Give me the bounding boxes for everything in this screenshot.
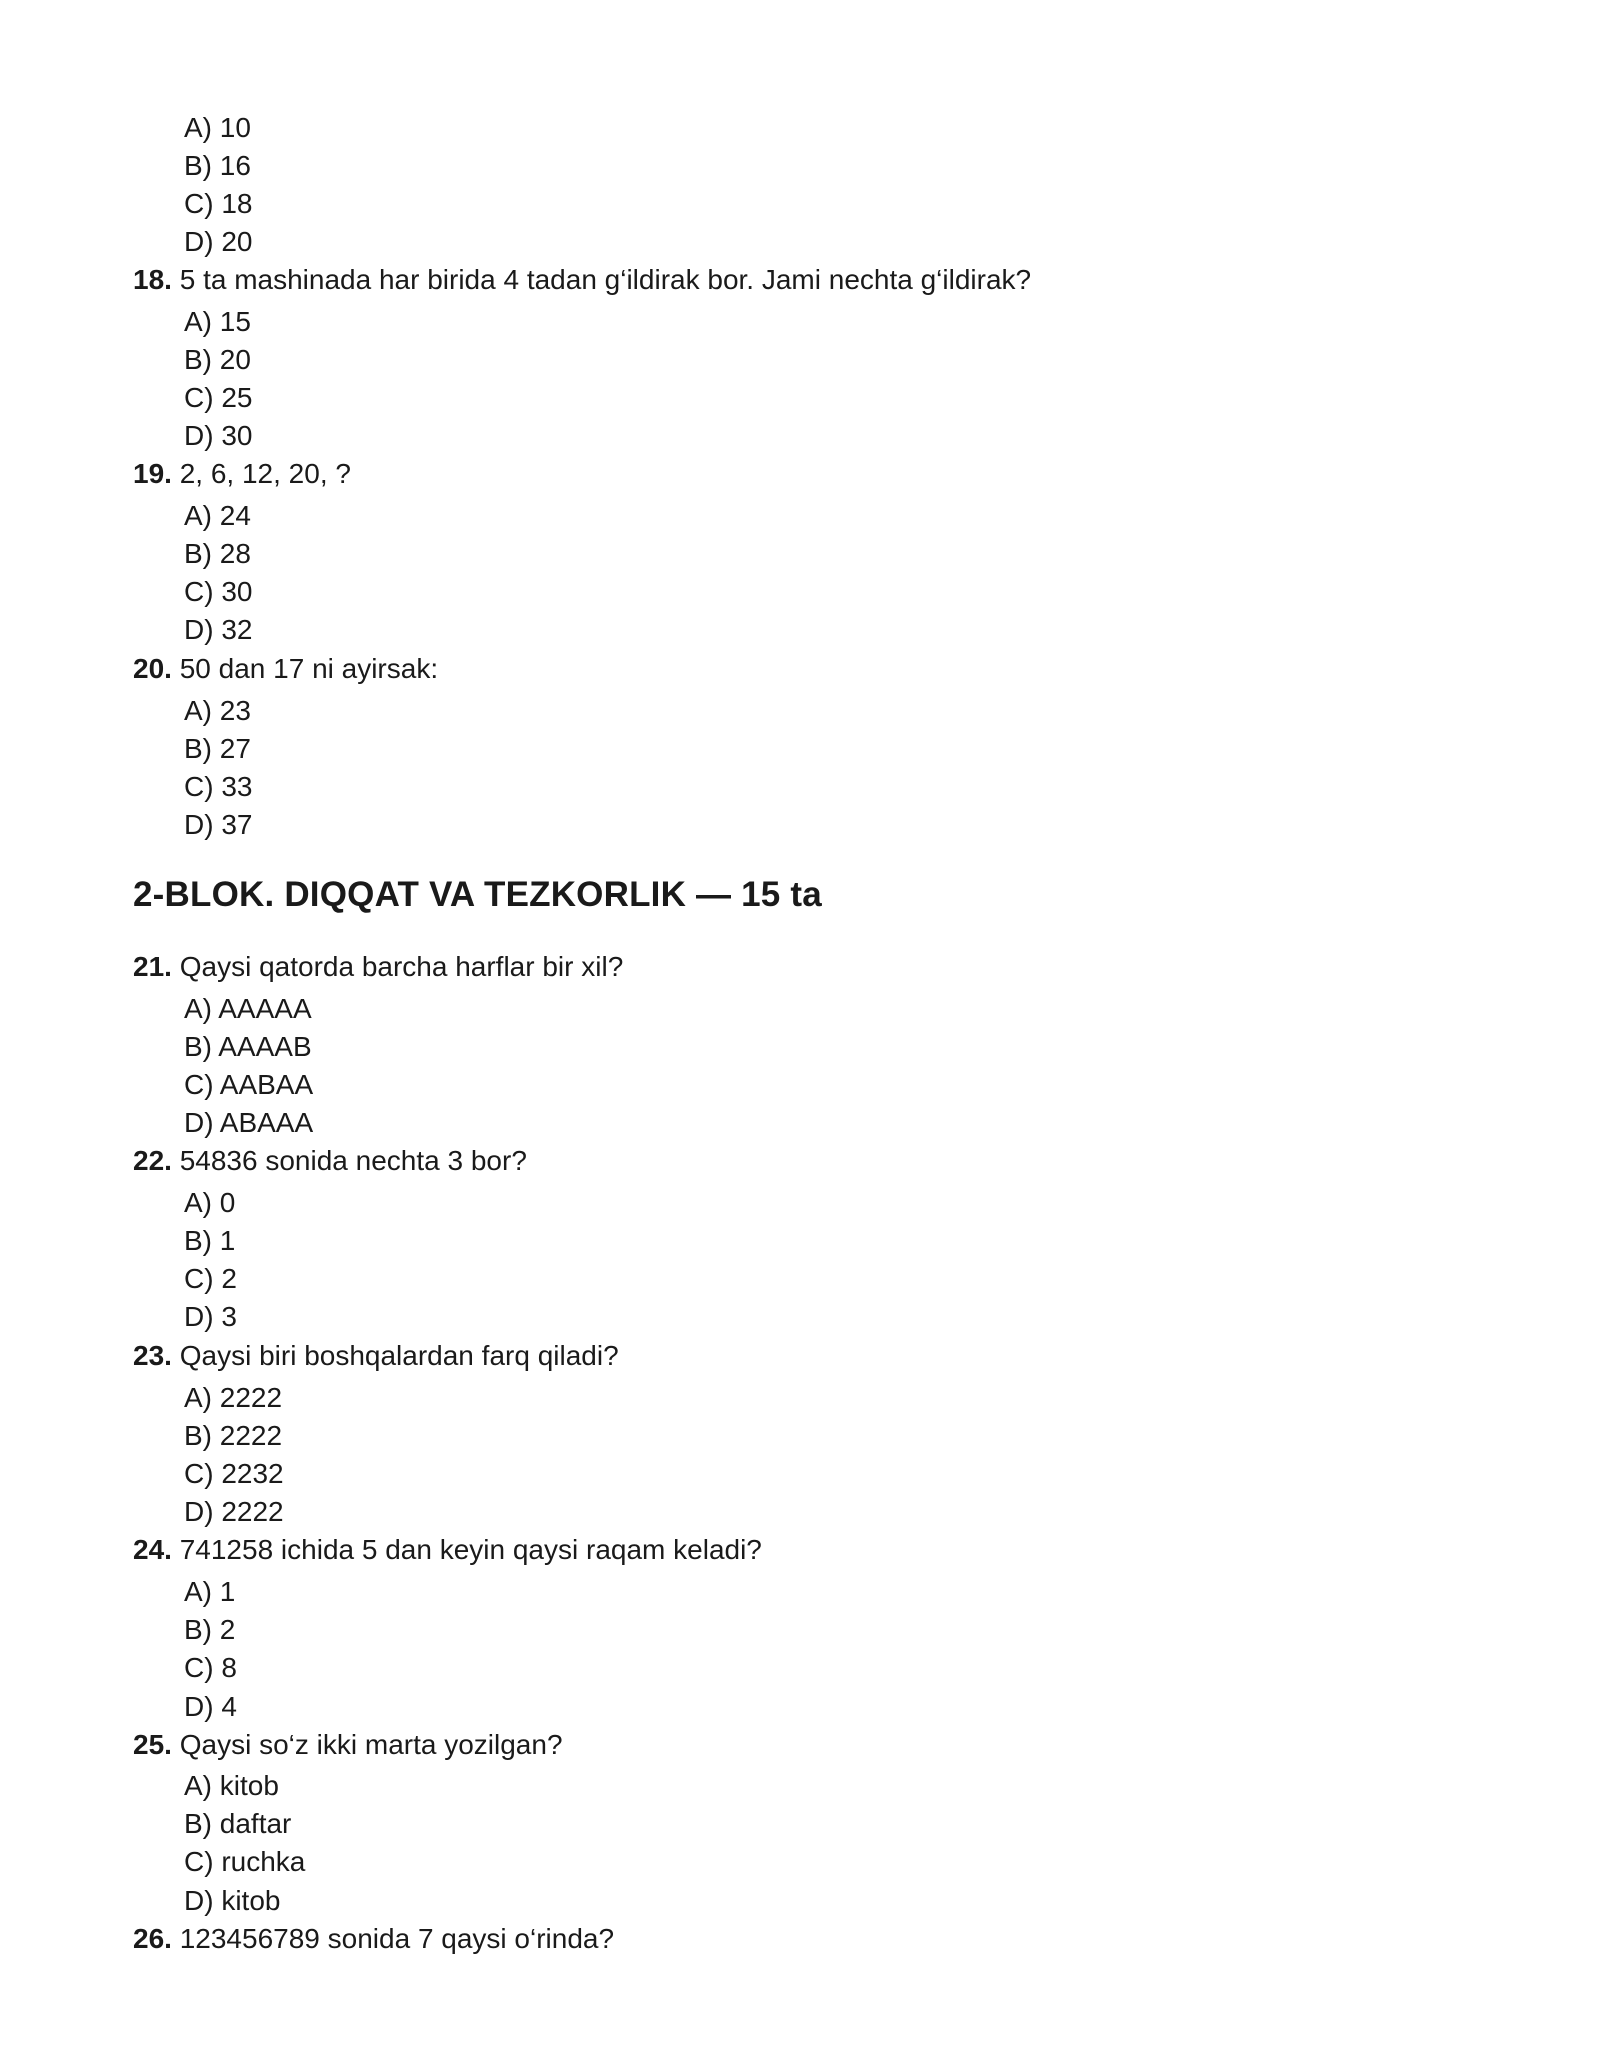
answer-option: A) 1 xyxy=(184,1576,236,1607)
question-number: 22. xyxy=(133,1145,172,1176)
answer-option: B) 28 xyxy=(184,538,251,569)
question-text: 50 dan 17 ni ayirsak: xyxy=(179,653,439,684)
question xyxy=(133,1142,527,1180)
answer-option: D) 4 xyxy=(184,1691,237,1722)
answer-option: B) 20 xyxy=(184,344,251,375)
answer-option: D) ABAAA xyxy=(184,1107,314,1138)
question-spacer xyxy=(172,1340,180,1371)
question-spacer xyxy=(172,458,180,489)
answer-option: B) 2222 xyxy=(184,1420,283,1451)
question-number: 25. xyxy=(133,1729,172,1760)
answer-option: A) AAAAA xyxy=(184,993,312,1024)
answer-option: A) 24 xyxy=(184,500,251,531)
answer-option: C) 2 xyxy=(184,1263,237,1294)
answer-option: C) 8 xyxy=(184,1652,237,1683)
answer-option: D) 20 xyxy=(184,226,253,257)
answer-option: A) 10 xyxy=(184,112,251,143)
section-heading: 2-BLOK. DIQQAT VA TEZKORLIK — 15 ta xyxy=(133,875,822,914)
question-text: Qaysi qatorda barcha harflar bir xil? xyxy=(179,951,624,982)
question xyxy=(133,948,623,986)
question xyxy=(133,1337,619,1375)
question-spacer xyxy=(172,1729,180,1760)
answer-option: C) 33 xyxy=(184,771,253,802)
answer-option: D) 3 xyxy=(184,1301,237,1332)
question-spacer xyxy=(172,1923,180,1954)
question xyxy=(133,1726,563,1764)
answer-option: D) 2222 xyxy=(184,1496,284,1527)
question-text: 2, 6, 12, 20, ? xyxy=(179,458,351,489)
question-spacer xyxy=(172,1145,180,1176)
answer-option: C) 2232 xyxy=(184,1458,284,1489)
answer-option: B) 2 xyxy=(184,1614,236,1645)
answer-option: B) daftar xyxy=(184,1808,292,1839)
question-number: 24. xyxy=(133,1534,172,1565)
question-text: Qaysi so‘z ikki marta yozilgan? xyxy=(179,1729,563,1760)
question xyxy=(133,650,438,688)
question-number: 23. xyxy=(133,1340,172,1371)
question-number: 19. xyxy=(133,458,172,489)
answer-option: B) 16 xyxy=(184,150,251,181)
answer-option: B) AAAAB xyxy=(184,1031,312,1062)
question-number: 18. xyxy=(133,264,172,295)
question-spacer xyxy=(172,1534,180,1565)
answer-option: D) 37 xyxy=(184,809,253,840)
answer-option: B) 27 xyxy=(184,733,251,764)
question-text: Qaysi biri boshqalardan farq qiladi? xyxy=(179,1340,619,1371)
answer-option: A) 2222 xyxy=(184,1382,283,1413)
question-spacer xyxy=(172,653,180,684)
question-number: 20. xyxy=(133,653,172,684)
question-text: 741258 ichida 5 dan keyin qaysi raqam keladi? xyxy=(179,1534,762,1565)
answer-option: C) 18 xyxy=(184,188,253,219)
question-text: 5 ta mashinada har birida 4 tadan g‘ildirak bor. Jami nechta g‘ildirak? xyxy=(179,264,1032,295)
answer-option: A) 0 xyxy=(184,1187,236,1218)
question-text: 54836 sonida nechta 3 bor? xyxy=(179,1145,527,1176)
question-number: 26. xyxy=(133,1923,172,1954)
answer-option: C) AABAA xyxy=(184,1069,314,1100)
answer-option: C) ruchka xyxy=(184,1846,306,1877)
answer-option: A) 23 xyxy=(184,695,251,726)
question-text: 123456789 sonida 7 qaysi o‘rinda? xyxy=(179,1923,615,1954)
question xyxy=(133,455,351,493)
answer-option: A) kitob xyxy=(184,1770,279,1801)
answer-option: D) 32 xyxy=(184,614,253,645)
question-number: 21. xyxy=(133,951,172,982)
answer-option: B) 1 xyxy=(184,1225,236,1256)
question xyxy=(133,1920,614,1958)
question-spacer xyxy=(172,264,180,295)
answer-option: D) 30 xyxy=(184,420,253,451)
question xyxy=(133,1531,762,1569)
answer-option: C) 30 xyxy=(184,576,253,607)
question xyxy=(133,261,1031,299)
answer-option: D) kitob xyxy=(184,1885,281,1916)
answer-option: A) 15 xyxy=(184,306,251,337)
answer-option: C) 25 xyxy=(184,382,253,413)
question-spacer xyxy=(172,951,180,982)
